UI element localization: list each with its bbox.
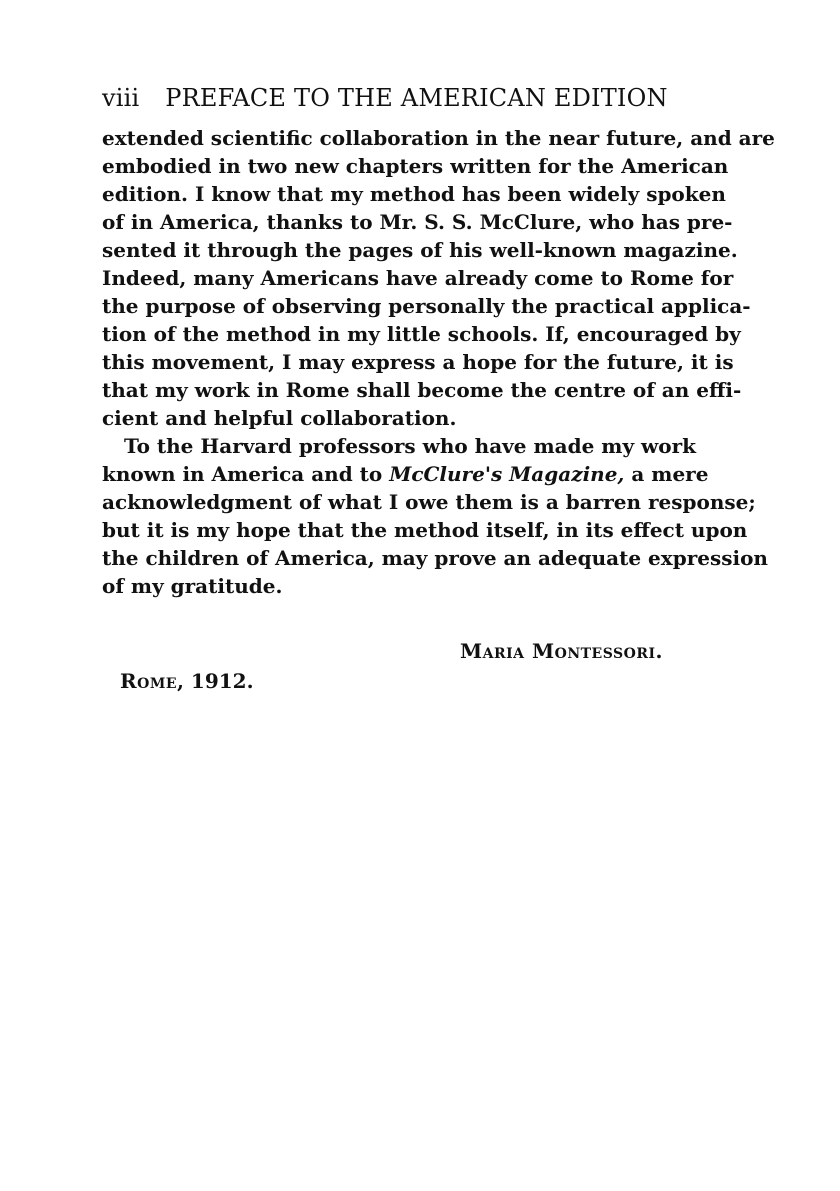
dateline-place: Rome [120, 669, 177, 693]
text-line: acknowledgment of what I owe them is a barren response; [102, 490, 756, 514]
text-line: Indeed, many Americans have already come to Rome for [102, 266, 734, 290]
text-line-with-italic [102, 460, 722, 488]
text-line: extended scientific collaboration in the near future, and are [102, 126, 775, 150]
text-line: sented it through the pages of his well-known magazine. [102, 238, 738, 262]
running-head [102, 80, 702, 116]
text-line: the purpose of observing personally the practical applica- [102, 294, 751, 318]
text-line: this movement, I may express a hope for the future, it is [102, 350, 734, 374]
text-line: cient and helpful collaboration. [102, 406, 457, 430]
text-line: but it is my hope that the method itself, in its effect upon [102, 518, 748, 542]
author-signature: Maria Montessori. [460, 639, 663, 663]
page-number: viii [102, 84, 140, 112]
text-line: embodied in two new chapters written for the American [102, 154, 729, 178]
running-title: PREFACE TO THE AMERICAN EDITION [165, 84, 668, 112]
text-line: of my gratitude. [102, 574, 283, 598]
dateline [120, 666, 340, 696]
text-line: the children of America, may prove an adequate expression [102, 546, 768, 570]
text-line: of in America, thanks to Mr. S. S. McClure, who has pre- [102, 210, 733, 234]
paragraph-start-line: To the Harvard professors who have made my work [124, 434, 696, 458]
text-line: tion of the method in my little schools. If, encouraged by [102, 322, 741, 346]
text-line: edition. I know that my method has been widely spoken [102, 182, 726, 206]
dateline-year: , 1912. [176, 669, 254, 693]
text-line: that my work in Rome shall become the centre of an effi- [102, 378, 742, 402]
text-fragment: known in America and to [102, 462, 390, 486]
italic-title: McClure's Magazine, [389, 462, 625, 486]
text-fragment: a mere [624, 462, 709, 486]
body-text [102, 124, 775, 600]
